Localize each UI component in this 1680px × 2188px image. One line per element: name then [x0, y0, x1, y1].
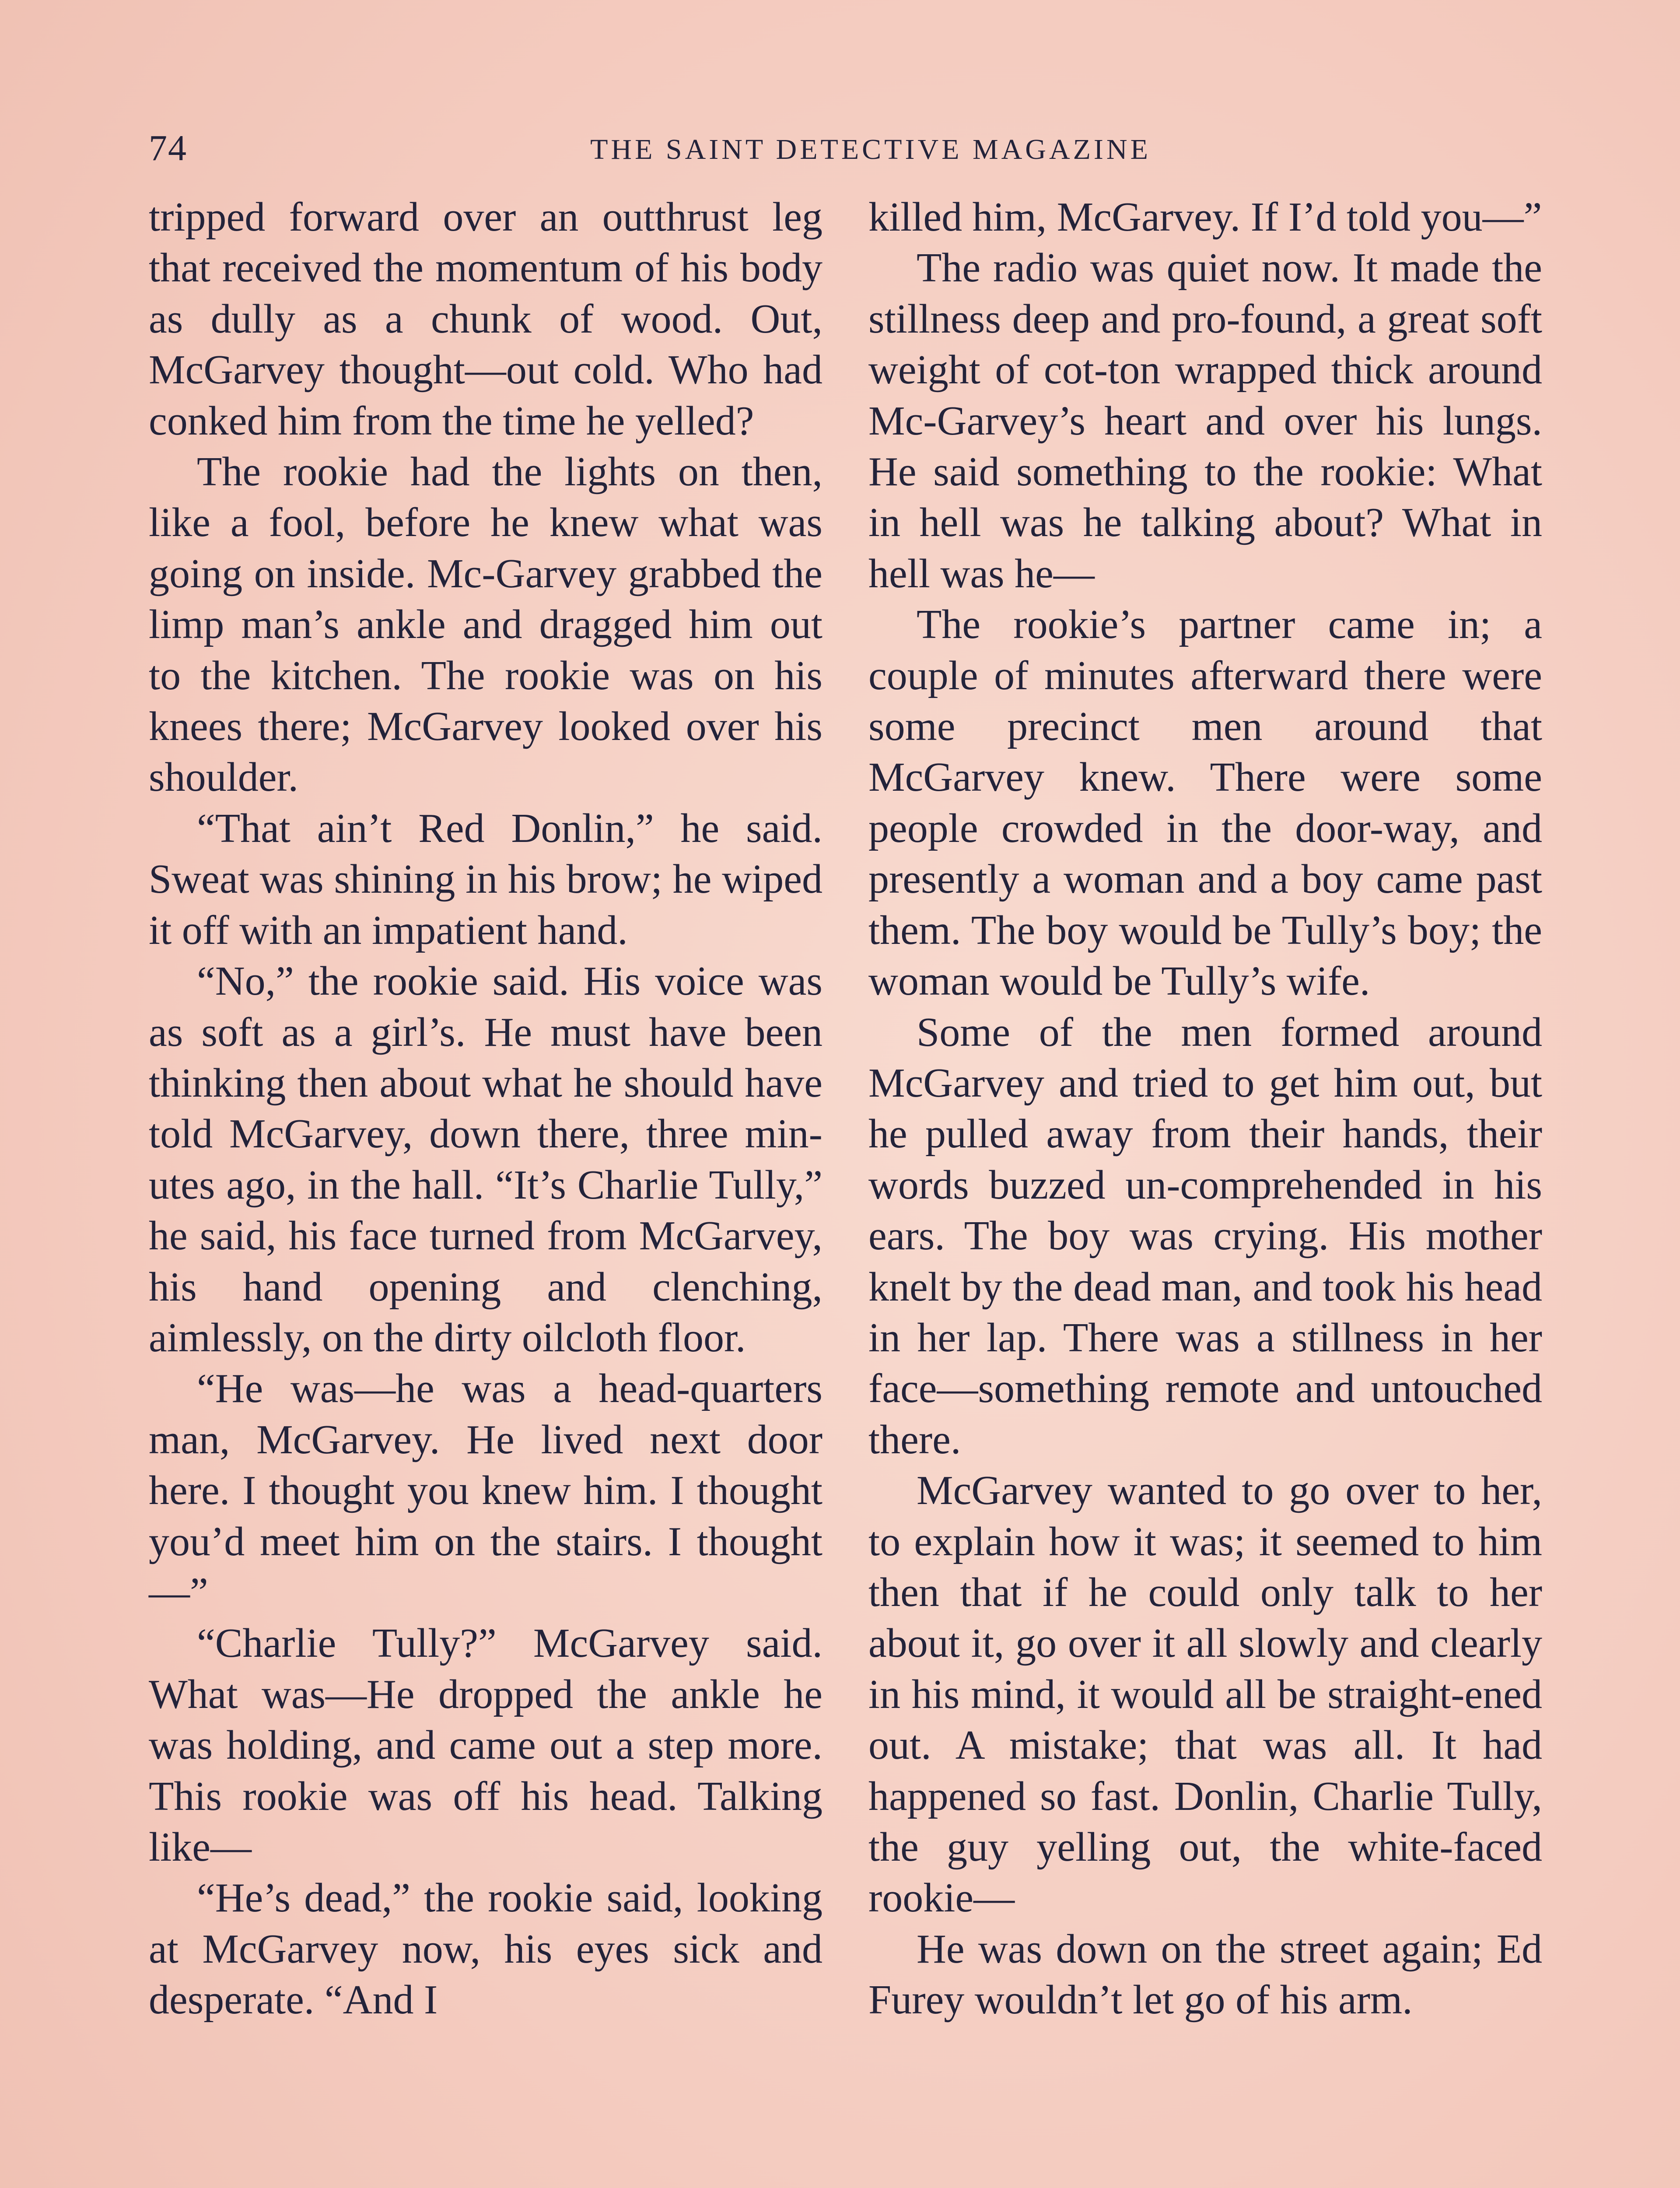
paragraph: Some of the men formed around McGarvey and tried to get him out, but he pulled away from their hands, their words buzzed un-comprehended in his ears. The boy was crying. His mother knelt by the dead man, and took his head in her lap. There was a stillness in her face—something remote and untouched there.: [868, 1009, 1542, 1462]
left-column: [149, 192, 822, 2026]
page-header: [149, 127, 1536, 175]
paragraph: “Charlie Tully?” McGarvey said. What was—He dropped the ankle he was holding, and came out a step more. This rookie was off his head. Talking like—: [149, 1620, 822, 1870]
right-column: [868, 192, 1542, 2026]
paragraph: tripped forward over an outthrust leg that received the momentum of his body as dully as a chunk of wood. Out, McGarvey thought—out cold. Who had conked him from the time he yelled?: [149, 194, 822, 444]
paragraph: “That ain’t Red Donlin,” he said. Sweat was shining in his brow; he wiped it off with an impatient hand.: [149, 805, 822, 953]
paragraph: “No,” the rookie said. His voice was as soft as a girl’s. He must have been thinking then about what he should have told McGarvey, down there, three min-utes ago, in the hall. “It’s Charlie Tully,” he said, his face turned from McGarvey, his hand opening and clenching, aimlessly, on the dirty oilcloth floor.: [149, 958, 822, 1360]
paragraph: McGarvey wanted to go over to her, to explain how it was; it seemed to him then that if he could only talk to her about it, go over it all slowly and clearly in his mind, it would all be straight-ened out. A mistake; that was all. It had happened so fast. Donlin, Charlie Tully, the guy yelling out, the white-faced rookie—: [868, 1468, 1542, 1921]
paragraph: The rookie had the lights on then, like a fool, before he knew what was going on inside. Mc-Garvey grabbed the limp man’s ankle and dragged him out to the kitchen. The rookie was on his knees there; McGarvey looked over his shoulder.: [149, 449, 822, 800]
paragraph: The rookie’s partner came in; a couple of minutes afterward there were some precinct men around that McGarvey knew. There were some people crowded in the door-way, and presently a woman and a boy came past them. The boy would be Tully’s boy; the woman would be Tully’s wife.: [868, 602, 1542, 1004]
page-number: 74: [149, 128, 187, 168]
paragraph: “He was—he was a head-quarters man, McGarvey. He lived next door here. I thought you knew him. I thought you’d meet him on the stairs. I thought—”: [149, 1366, 822, 1615]
paragraph: The radio was quiet now. It made the stillness deep and pro-found, a great soft weight of cot-ton wrapped thick around Mc-Garvey’s heart and over his lungs. He said something to the rookie: What in hell was he talking about? What in hell was he—: [868, 245, 1542, 596]
paragraph: “He’s dead,” the rookie said, looking at McGarvey now, his eyes sick and desperate. “And I: [149, 1875, 822, 2023]
running-title: THE SAINT DETECTIVE MAGAZINE: [590, 133, 1151, 165]
paragraph: killed him, McGarvey. If I’d told you—”: [868, 194, 1542, 240]
paragraph: He was down on the street again; Ed Furey wouldn’t let go of his arm.: [868, 1926, 1542, 2023]
